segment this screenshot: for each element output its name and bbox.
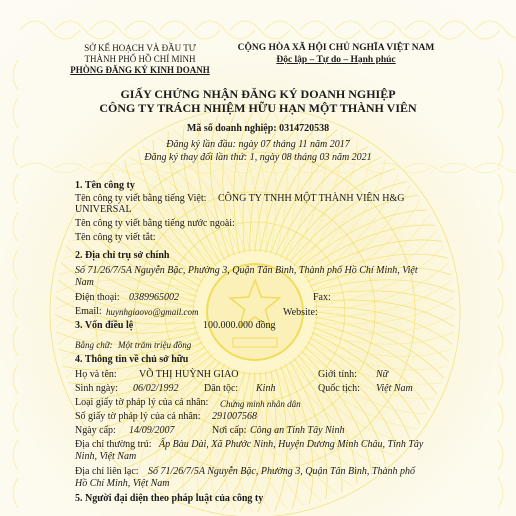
border-scroll <box>13 212 18 242</box>
border-scroll <box>13 402 18 432</box>
border-scroll <box>230 163 290 173</box>
border-scroll <box>498 288 503 318</box>
border-scroll <box>300 163 360 173</box>
section-5-heading: 5. Người đại diện theo pháp luật của công ty <box>75 493 264 504</box>
head-office-address-cont: Nam <box>75 277 94 288</box>
rosette-line <box>315 307 453 345</box>
issue-place-label: Nơi cấp: <box>212 425 247 436</box>
ethnic-label: Dân tộc: <box>204 383 239 394</box>
border-scroll <box>440 21 500 39</box>
document-title: GIẤY CHỨNG NHẬN ĐĂNG KÝ DOANH NGHIỆP <box>120 87 396 101</box>
capital-words: Một trăm triệu đồng <box>118 340 192 350</box>
vn-name-label: Tên công ty viết bằng tiếng Việt: <box>75 193 207 204</box>
border-scroll <box>20 163 80 173</box>
border-scroll <box>498 440 503 470</box>
contact-address-label: Địa chỉ liên lạc: <box>75 466 139 477</box>
phone-value: 0389965002 <box>129 292 179 303</box>
owner-name-label: Họ và tên: <box>75 369 117 380</box>
owner-name: VÕ THỊ HUỲNH GIAO <box>139 369 239 380</box>
section-3-heading: 3. Vốn điều lệ <box>75 320 134 331</box>
border-scroll <box>90 21 150 39</box>
issue-date-value: 14/09/2007 <box>129 425 175 436</box>
nationality-value: Việt Nam <box>376 383 413 394</box>
first-registration: Đăng ký lần đầu: ngày 07 tháng 11 năm 2017 <box>166 139 350 150</box>
vn-name-value: CÔNG TY TNHH MỘT THÀNH VIÊN H&G <box>218 193 405 204</box>
border-scroll <box>498 326 503 356</box>
rosette-line <box>304 160 385 277</box>
dob-label: Sinh ngày: <box>75 383 119 394</box>
website-label: Website: <box>283 307 318 318</box>
issuer-line-1: SỞ KẾ HOẠCH VÀ ĐẦU TƯ <box>84 43 196 53</box>
short-name-label: Tên công ty viết tắt: <box>75 232 156 243</box>
border-scroll <box>230 21 290 39</box>
border-scroll <box>405 21 465 39</box>
rosette-line <box>315 280 453 318</box>
rosette-line <box>297 210 427 270</box>
border-scroll <box>13 364 18 394</box>
border-scroll <box>13 174 18 204</box>
border-scroll <box>498 174 503 204</box>
id-type-label: Loại giấy tờ pháp lý của cá nhân: <box>75 397 209 408</box>
contact-address: Số 71/26/7/5A Nguyễn Bặc, Phường 3, Quận Tân Bình, Thành phố <box>148 466 415 477</box>
dob-value: 06/02/1992 <box>133 383 179 394</box>
rosette-line <box>311 280 454 292</box>
rosette-line <box>311 332 454 344</box>
border-scroll <box>55 21 115 39</box>
border-scroll <box>405 163 465 173</box>
border-scroll <box>498 478 503 508</box>
issuer-line-2: THÀNH PHỐ HỒ CHÍ MINH <box>84 54 196 64</box>
border-scroll <box>475 163 516 173</box>
company-type: CÔNG TY TRÁCH NHIỆM HỮU HẠN MỘT THÀNH VIÊN <box>99 101 417 115</box>
border-scroll <box>498 402 503 432</box>
sex-value: Nữ <box>376 369 389 380</box>
fax-label: Fax: <box>313 292 331 303</box>
capital-words-label: Bằng chữ: <box>75 340 113 350</box>
email-value: huynhgiaovo@gmail.com <box>106 307 199 317</box>
border-scroll <box>160 21 220 39</box>
border-scroll <box>498 364 503 394</box>
border-scroll <box>370 21 430 39</box>
nationality-label: Quốc tịch: <box>318 383 360 394</box>
border-scroll <box>300 21 360 39</box>
border-scroll <box>265 21 325 39</box>
border-scroll <box>440 163 500 173</box>
border-scroll <box>13 440 18 470</box>
sex-label: Giới tính: <box>318 369 357 380</box>
country-name: CỘNG HÒA XÃ HỘI CHỦ NGHĨA VIỆT NAM <box>237 43 435 53</box>
national-motto: Độc lập – Tự do – Hạnh phúc <box>276 55 396 65</box>
border-scroll <box>13 478 18 508</box>
ethnic-value: Kinh <box>256 383 276 394</box>
section-1-heading: 1. Tên công ty <box>75 180 135 191</box>
border-scroll <box>475 21 516 39</box>
id-number-label: Số giấy tờ pháp lý của cá nhân: <box>75 411 201 422</box>
foreign-name-label: Tên công ty viết bằng tiếng nước ngoài: <box>75 218 235 229</box>
issue-date-label: Ngày cấp: <box>75 425 116 436</box>
business-code: Mã số doanh nghiệp: 0314720538 <box>186 123 330 134</box>
border-scroll <box>335 21 395 39</box>
contact-address-cont: Hồ Chí Minh, Việt Nam <box>75 478 170 489</box>
rosette-line <box>250 115 288 253</box>
id-number-value: 291007568 <box>212 411 257 422</box>
id-type-value: Chứng minh nhân dân <box>220 399 301 409</box>
border-scroll <box>13 326 18 356</box>
border-scroll <box>13 250 18 280</box>
rosette-line <box>223 115 261 253</box>
permanent-address-cont: Ninh, Việt Nam <box>75 451 137 462</box>
border-scroll <box>498 212 503 242</box>
border-scroll <box>13 60 18 90</box>
border-scroll <box>20 21 80 39</box>
head-office-address: Số 71/26/7/5A Nguyễn Bặc, Phường 3, Quận Tân Bình, Thành phố Hồ Chí Minh, Việt <box>75 265 418 276</box>
phone-label: Điện thoại: <box>75 292 120 303</box>
border-scroll <box>498 60 503 90</box>
rosette-line <box>313 214 429 296</box>
issuer-line-3: PHÒNG ĐĂNG KÝ KINH DOANH <box>70 65 210 75</box>
section-4-heading: 4. Thông tin về chủ sở hữu <box>75 354 189 365</box>
border-scroll <box>498 250 503 280</box>
capital-value: 100.000.000 đồng <box>203 320 276 331</box>
border-scroll <box>125 21 185 39</box>
email-label: Email: <box>75 306 102 317</box>
issue-place-value: Công an Tỉnh Tây Ninh <box>250 425 345 436</box>
permanent-address-label: Địa chỉ thường trú: <box>75 439 152 450</box>
vn-name-value-cont: UNIVERSAL <box>75 204 132 215</box>
border-scroll <box>13 288 18 318</box>
change-registration: Đăng ký thay đổi lần thứ: 1, ngày 08 tháng 03 năm 2021 <box>144 152 372 163</box>
section-2-heading: 2. Địa chỉ trụ sở chính <box>75 250 170 261</box>
border-scroll <box>370 163 430 173</box>
permanent-address: Ấp Bàu Dài, Xã Phước Ninh, Huyện Dương Minh Châu, Tỉnh Tây <box>159 439 424 450</box>
border-scroll <box>195 21 255 39</box>
